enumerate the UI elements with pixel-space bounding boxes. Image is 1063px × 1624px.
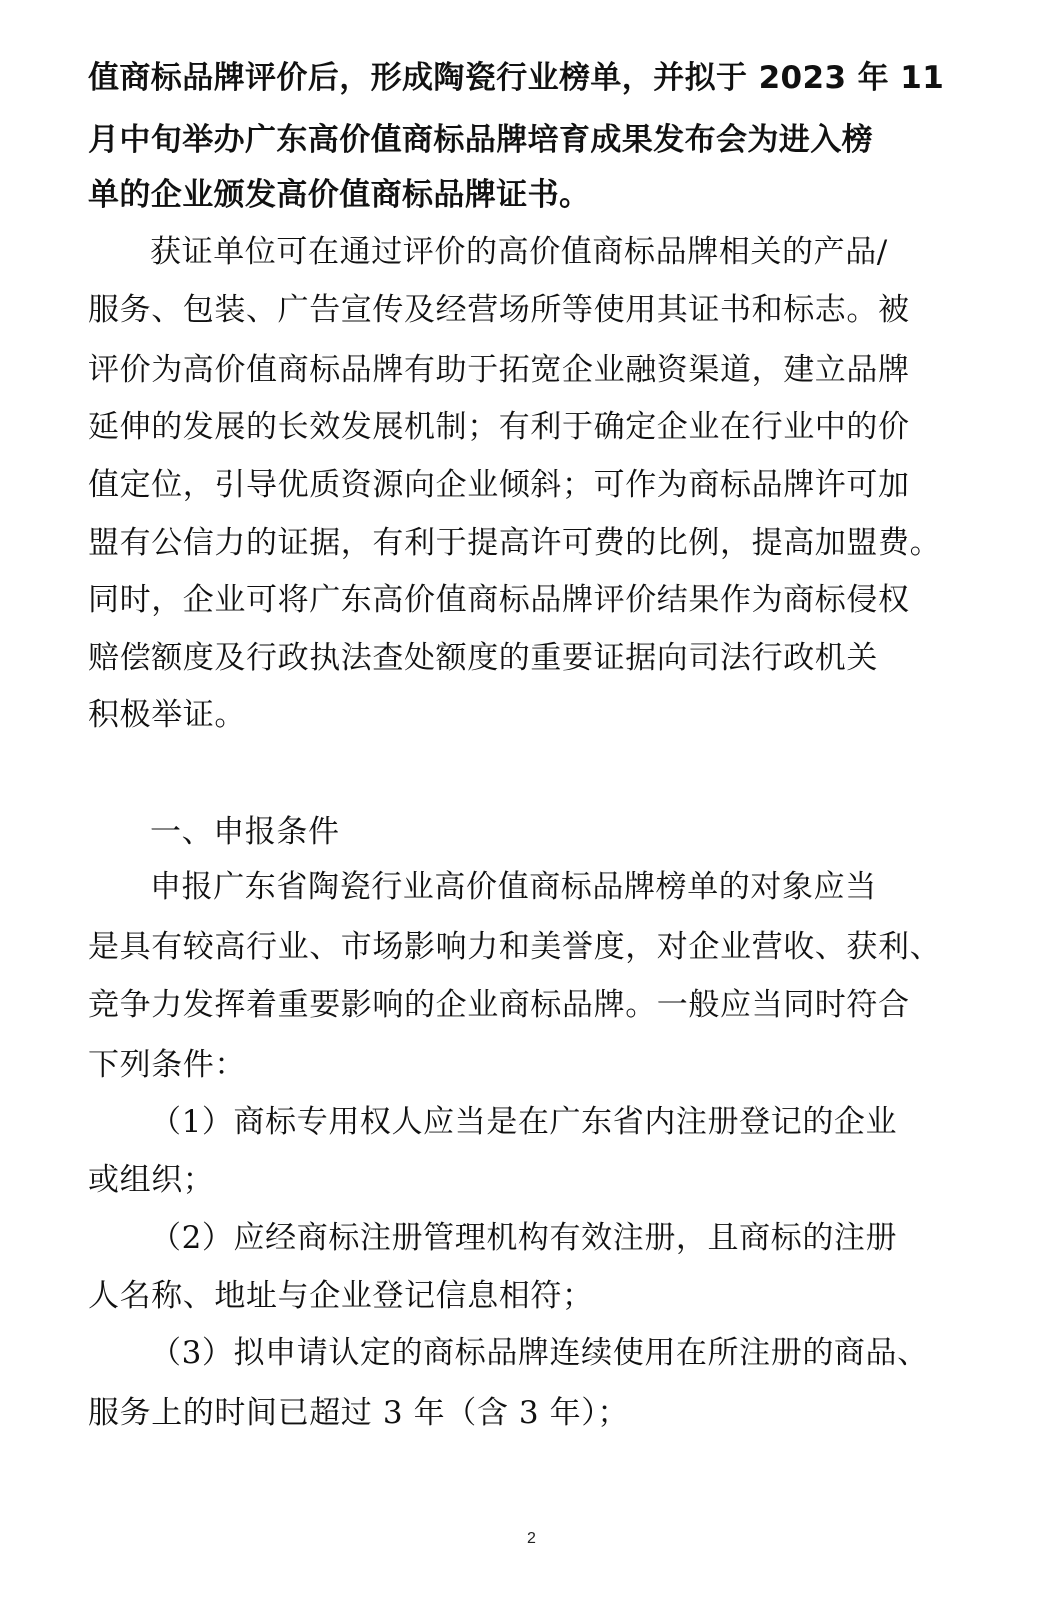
text-line: 值商标品牌评价后，形成陶瓷行业榜单，并拟于 2023 年 11 xyxy=(88,60,945,96)
text-line: 评价为高价值商标品牌有助于拓宽企业融资渠道，建立品牌 xyxy=(88,352,910,388)
text-line: 赔偿额度及行政执法查处额度的重要证据向司法行政机关 xyxy=(88,640,878,676)
text-line: 盟有公信力的证据，有利于提高许可费的比例，提高加盟费。 xyxy=(88,525,942,561)
list-item-line: （3）拟申请认定的商标品牌连续使用在所注册的商品、 xyxy=(150,1335,929,1371)
page-number: 2 xyxy=(527,1530,536,1547)
list-item-line: 人名称、地址与企业登记信息相符； xyxy=(88,1278,594,1314)
text-line: 下列条件： xyxy=(88,1047,246,1083)
list-item-line: （1）商标专用权人应当是在广东省内注册登记的企业 xyxy=(150,1104,898,1140)
text-line: 申报广东省陶瓷行业高价值商标品牌榜单的对象应当 xyxy=(150,869,877,905)
text-line: 同时，企业可将广东高价值商标品牌评价结果作为商标侵权 xyxy=(88,582,910,618)
text-line: 竞争力发挥着重要影响的企业商标品牌。一般应当同时符合 xyxy=(88,987,910,1023)
list-item-line: （2）应经商标注册管理机构有效注册，且商标的注册 xyxy=(150,1220,898,1256)
text-line: 是具有较高行业、市场影响力和美誉度，对企业营收、获利、 xyxy=(88,929,942,965)
text-line: 积极举证。 xyxy=(88,697,246,733)
text-line: 单的企业颁发高价值商标品牌证书。 xyxy=(88,177,591,213)
text-line: 获证单位可在通过评价的高价值商标品牌相关的产品/ xyxy=(150,234,888,270)
list-item-line: 服务上的时间已超过 3 年（含 3 年）； xyxy=(88,1395,629,1431)
list-item-line: 或组织； xyxy=(88,1162,215,1198)
section-heading: 一、申报条件 xyxy=(150,814,340,850)
text-line: 服务、包装、广告宣传及经营场所等使用其证书和标志。被 xyxy=(88,292,910,328)
text-line: 延伸的发展的长效发展机制；有利于确定企业在行业中的价 xyxy=(88,409,910,445)
text-line: 值定位，引导优质资源向企业倾斜；可作为商标品牌许可加 xyxy=(88,467,910,503)
text-line: 月中旬举办广东高价值商标品牌培育成果发布会为进入榜 xyxy=(88,122,873,158)
